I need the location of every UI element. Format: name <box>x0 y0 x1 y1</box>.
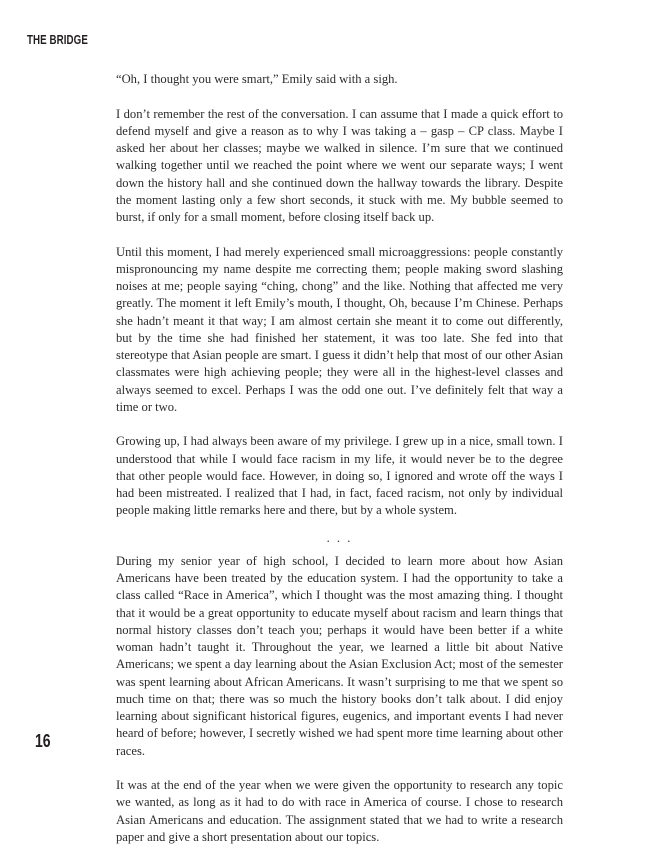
section-break: . . . <box>326 530 353 545</box>
paragraph-6: It was at the end of the year when we were given the opportunity to research any topic we wanted, as long as it had to do with race in America of course. I chose to research Asian Americans and education. The assignment stated that we had to write a research paper and give a short presentation about our topics. <box>116 778 563 844</box>
page-number: 16 <box>35 731 51 751</box>
paragraph-2: I don’t remember the rest of the conversation. I can assume that I made a quick effort to defend myself and give a reason as to why I was taking a – gasp – CP class. Maybe I asked her about her classes; maybe we walked in silence. I’m sure that we continued walking together until we reached the point where we went our separate ways; I went down the history hall and she continued down the hallway towards the library. Despite the moment lasting only a few short seconds, it stuck with me. My bubble seemed to burst, if only for a small moment, before closing itself back up. <box>116 106 563 224</box>
paragraph-4: Growing up, I had always been aware of my privilege. I grew up in a nice, small town. I understood that while I would face racism in my life, it would never be to the degree that other people would face. However, in doing so, I ignored and wrote off the ways I had been mistreated. I realized that I had, in fact, faced racism, not only by individual people making little remarks here and there, but by a whole system. <box>116 434 563 518</box>
paragraph-5: During my senior year of high school, I decided to learn more about how Asian Americans have been treated by the education system. I had the opportunity to take a class called “Race in America”, which I thought was the most amazing thing. I thought that it would be a great opportunity to educate myself about racism and learn things that normal history classes don’t teach you; perhaps it would have been better if a white woman hadn’t taught it. Throughout the year, we learned a little bit about Native Americans; we spent a day learning about the Asian Exclusion Act; most of the semester was spent learning about African Americans. It wasn’t surprising to me that we spent so much time on that; there was so much the history books don’t talk about. I did enjoy learning about significant historical figures, eugenics, and important events I had never heard of before; however, I secretly wished we had spent more time learning about other races. <box>116 553 563 758</box>
running-head: THE BRIDGE <box>27 33 88 47</box>
paragraph-3: Until this moment, I had merely experienced small microaggressions: people constantly mispronouncing my name despite me correcting them; people making sword slashing noises at me; people saying “ching, chong” and the like. Nothing that affected me very greatly. The moment it left Emily’s mouth, I thought, Oh, because I’m Chinese. Perhaps she hadn’t meant it that way; I am almost certain she meant it to come out differently, but by the time she had finished her statement, it was too late. She fed into that stereotype that Asian people are smart. I guess it didn’t help that most of our other Asian classmates were high achieving people; they were all in the highest-level classes and always seemed to excel. Perhaps I was the odd one out. I’ve definitely felt that way a time or two. <box>116 244 563 414</box>
paragraph-1: “Oh, I thought you were smart,” Emily said with a sigh. <box>116 72 398 86</box>
body-text <box>116 71 563 863</box>
